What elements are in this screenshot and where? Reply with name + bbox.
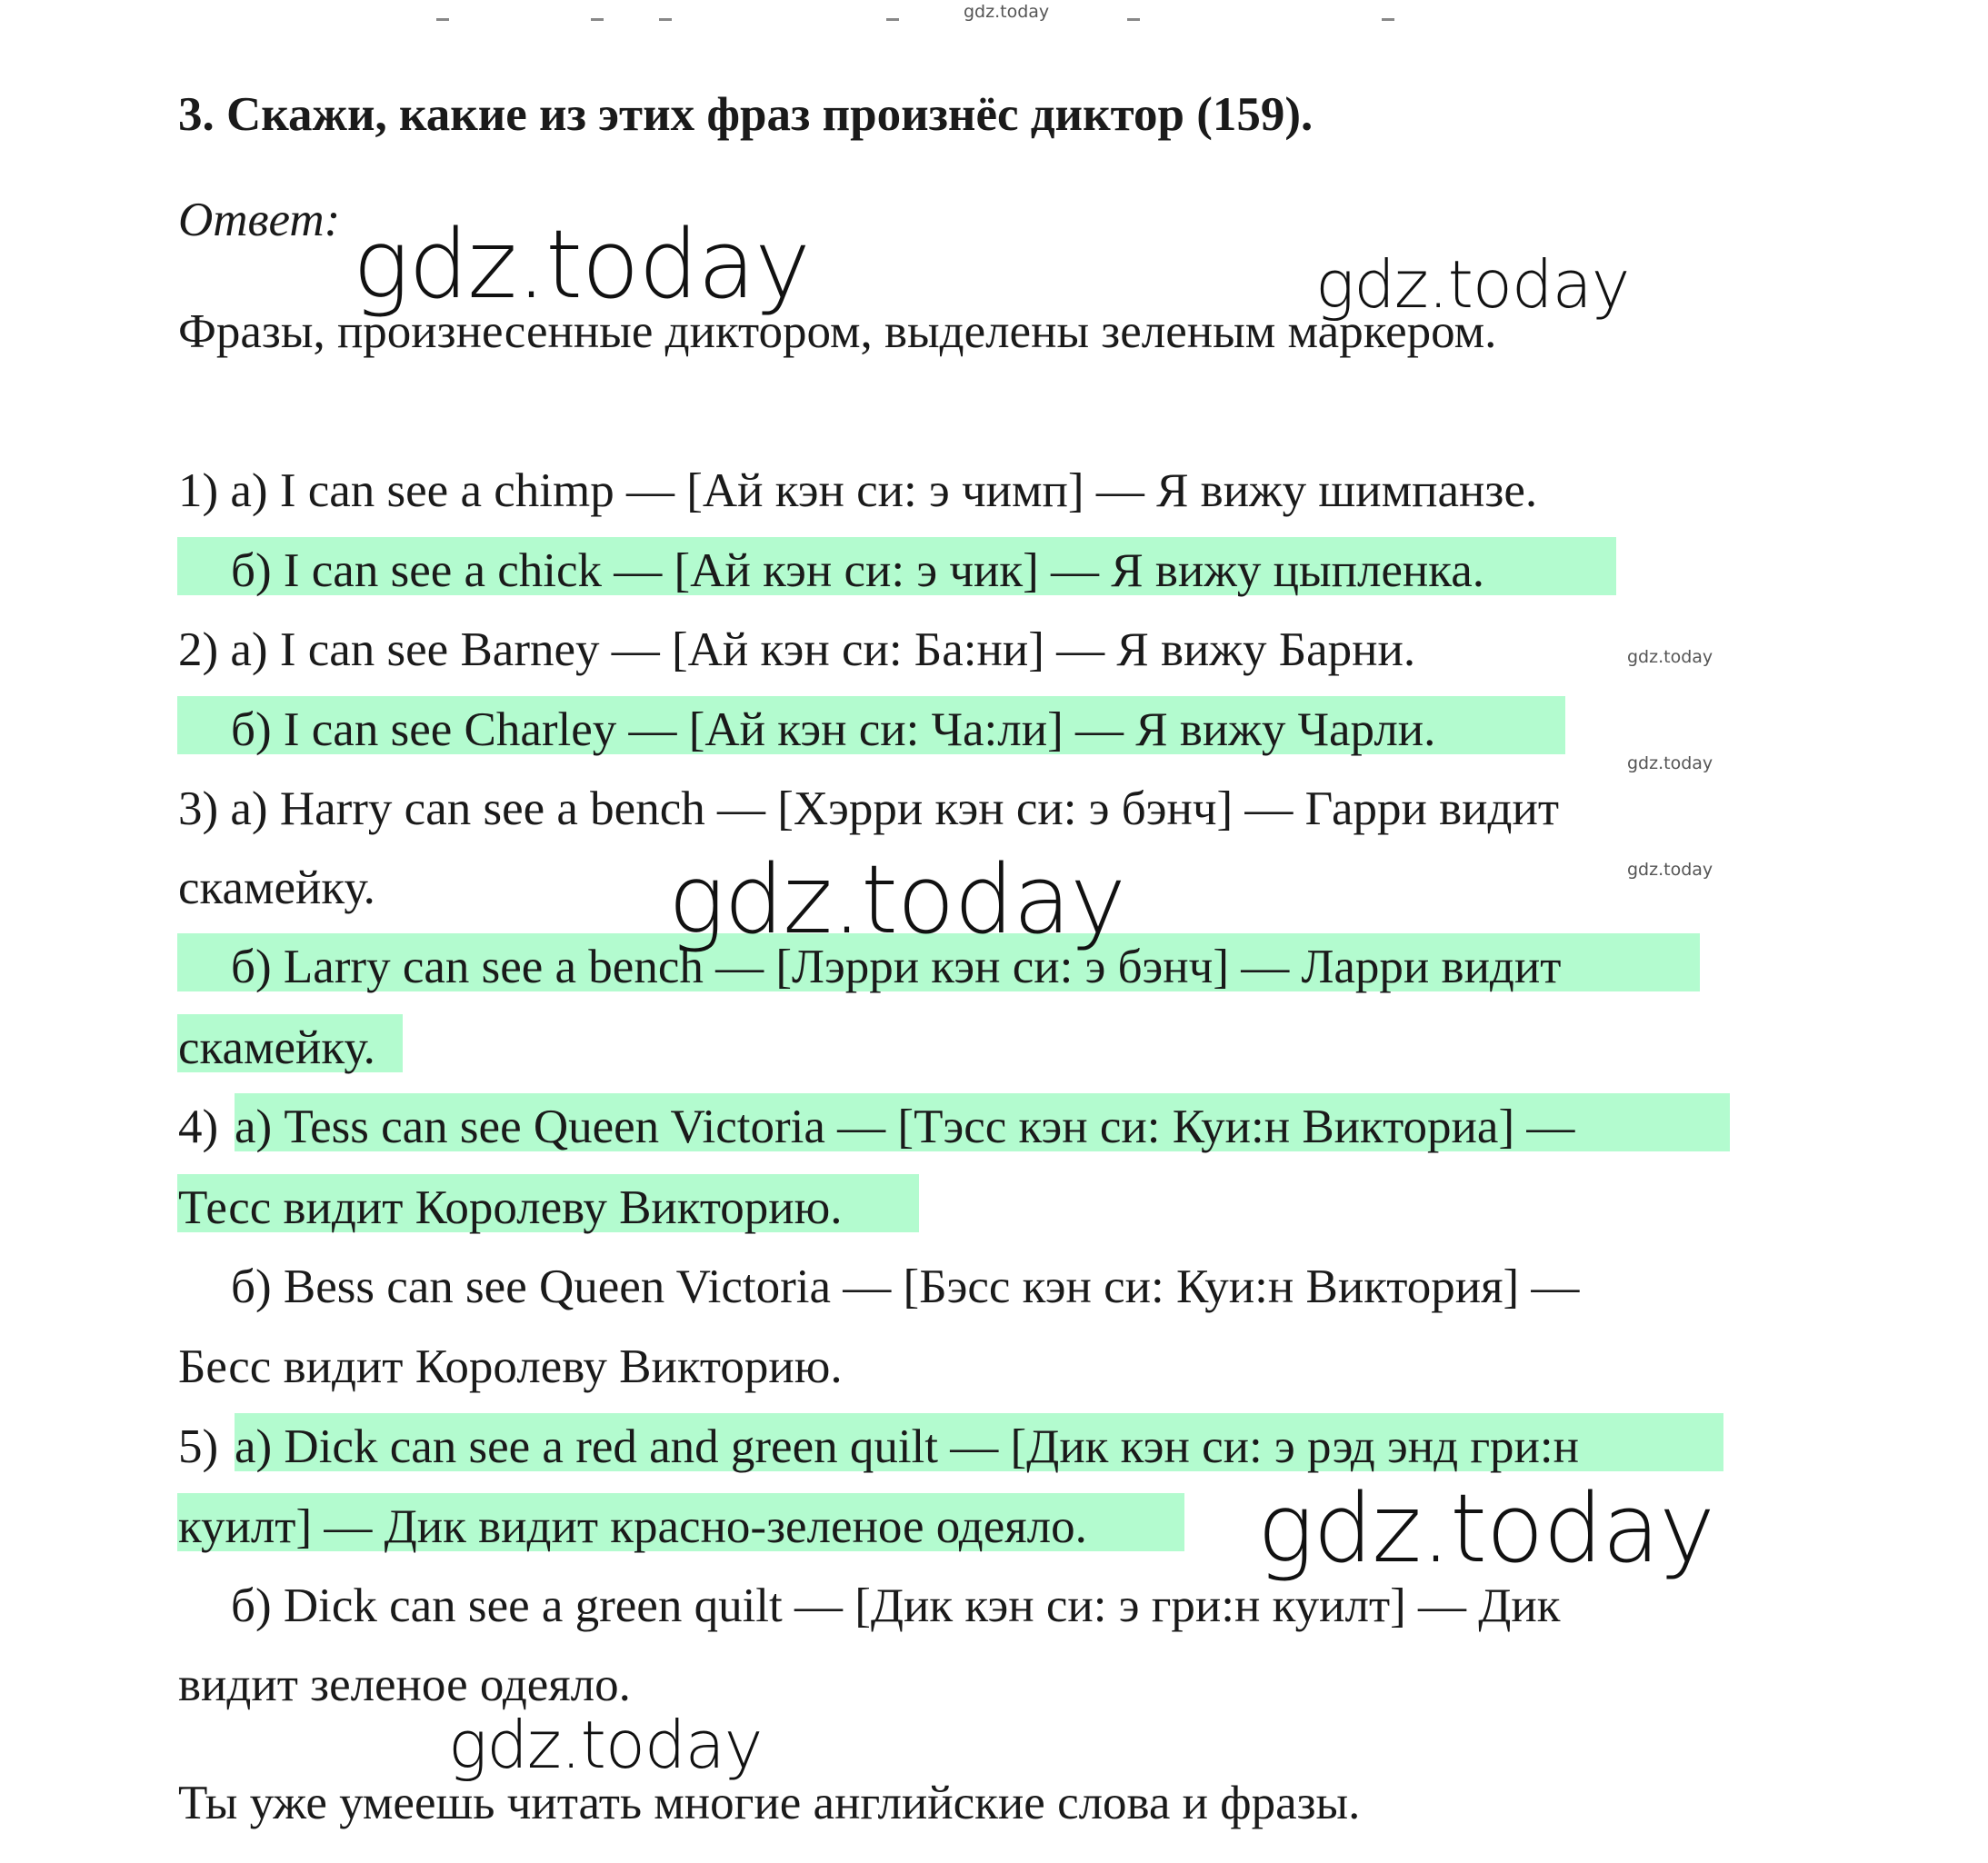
item-4b: б) Bess can see Queen Victoria — [Бэсс кэн си: Куи:н Виктория] —	[231, 1260, 1580, 1313]
item-3b: б) Larry can see a bench — [Лэрри кэн си: э бэнч] — Ларри видит	[231, 941, 1562, 993]
item-3a-cont: скамейку.	[178, 862, 375, 914]
watermark-small-1: gdz.today	[1627, 647, 1713, 667]
exercise-title: 3. Скажи, какие из этих фраз произнёс диктор (159).	[178, 88, 1314, 141]
item-5-number: 5)	[178, 1420, 219, 1473]
item-1a: 1) а) I can see a chimp — [Ай кэн си: э чимп] — Я вижу шимпанзе.	[178, 464, 1538, 517]
watermark-medium-2: gdz.today	[448, 1707, 763, 1783]
item-5b: б) Dick can see a green quilt — [Дик кэн си: э гри:н куилт] — Дик	[231, 1579, 1561, 1632]
item-4-number: 4)	[178, 1101, 219, 1153]
watermark-large-1: gdz.today	[353, 209, 810, 320]
item-5a-cont: куилт] — Дик видит красно-зеленое одеяло.	[178, 1500, 1087, 1553]
watermark-small-3: gdz.today	[1627, 860, 1713, 880]
item-2a: 2) а) I can see Barney — [Ай кэн си: Ба:ни] — Я вижу Барни.	[178, 623, 1416, 676]
intro-text: Фразы, произнесенные диктором, выделены зеленым маркером.	[178, 305, 1497, 358]
item-4a-cont: Тесс видит Королеву Викторию.	[178, 1181, 843, 1234]
closing-text: Ты уже умеешь читать многие английские слова и фразы.	[178, 1777, 1361, 1829]
item-4b-cont: Бесс видит Королеву Викторию.	[178, 1340, 843, 1393]
item-2b: б) I can see Charley — [Ай кэн си: Ча:ли] — Я вижу Чарли.	[231, 703, 1436, 756]
item-4a: а) Tess can see Queen Victoria — [Тэсс кэн си: Куи:н Викториа] —	[235, 1101, 1575, 1153]
item-5b-cont: видит зеленое одеяло.	[178, 1659, 631, 1711]
watermark-top: gdz.today	[964, 2, 1050, 22]
answer-label: Ответ:	[178, 194, 341, 246]
watermark-large-2: gdz.today	[668, 844, 1125, 955]
watermark-medium-1: gdz.today	[1315, 246, 1630, 323]
watermark-small-2: gdz.today	[1627, 753, 1713, 773]
item-1b: б) I can see a chick — [Ай кэн си: э чик] — Я вижу цыпленка.	[231, 544, 1485, 597]
item-5a: а) Dick can see a red and green quilt — [Дик кэн си: э рэд энд гри:н	[235, 1420, 1580, 1473]
watermark-large-3: gdz.today	[1257, 1473, 1714, 1584]
item-3b-cont: скамейку.	[178, 1021, 375, 1074]
item-3a: 3) а) Harry can see a bench — [Хэрри кэн си: э бэнч] — Гарри видит	[178, 782, 1559, 835]
top-scan-marks	[436, 18, 1436, 27]
